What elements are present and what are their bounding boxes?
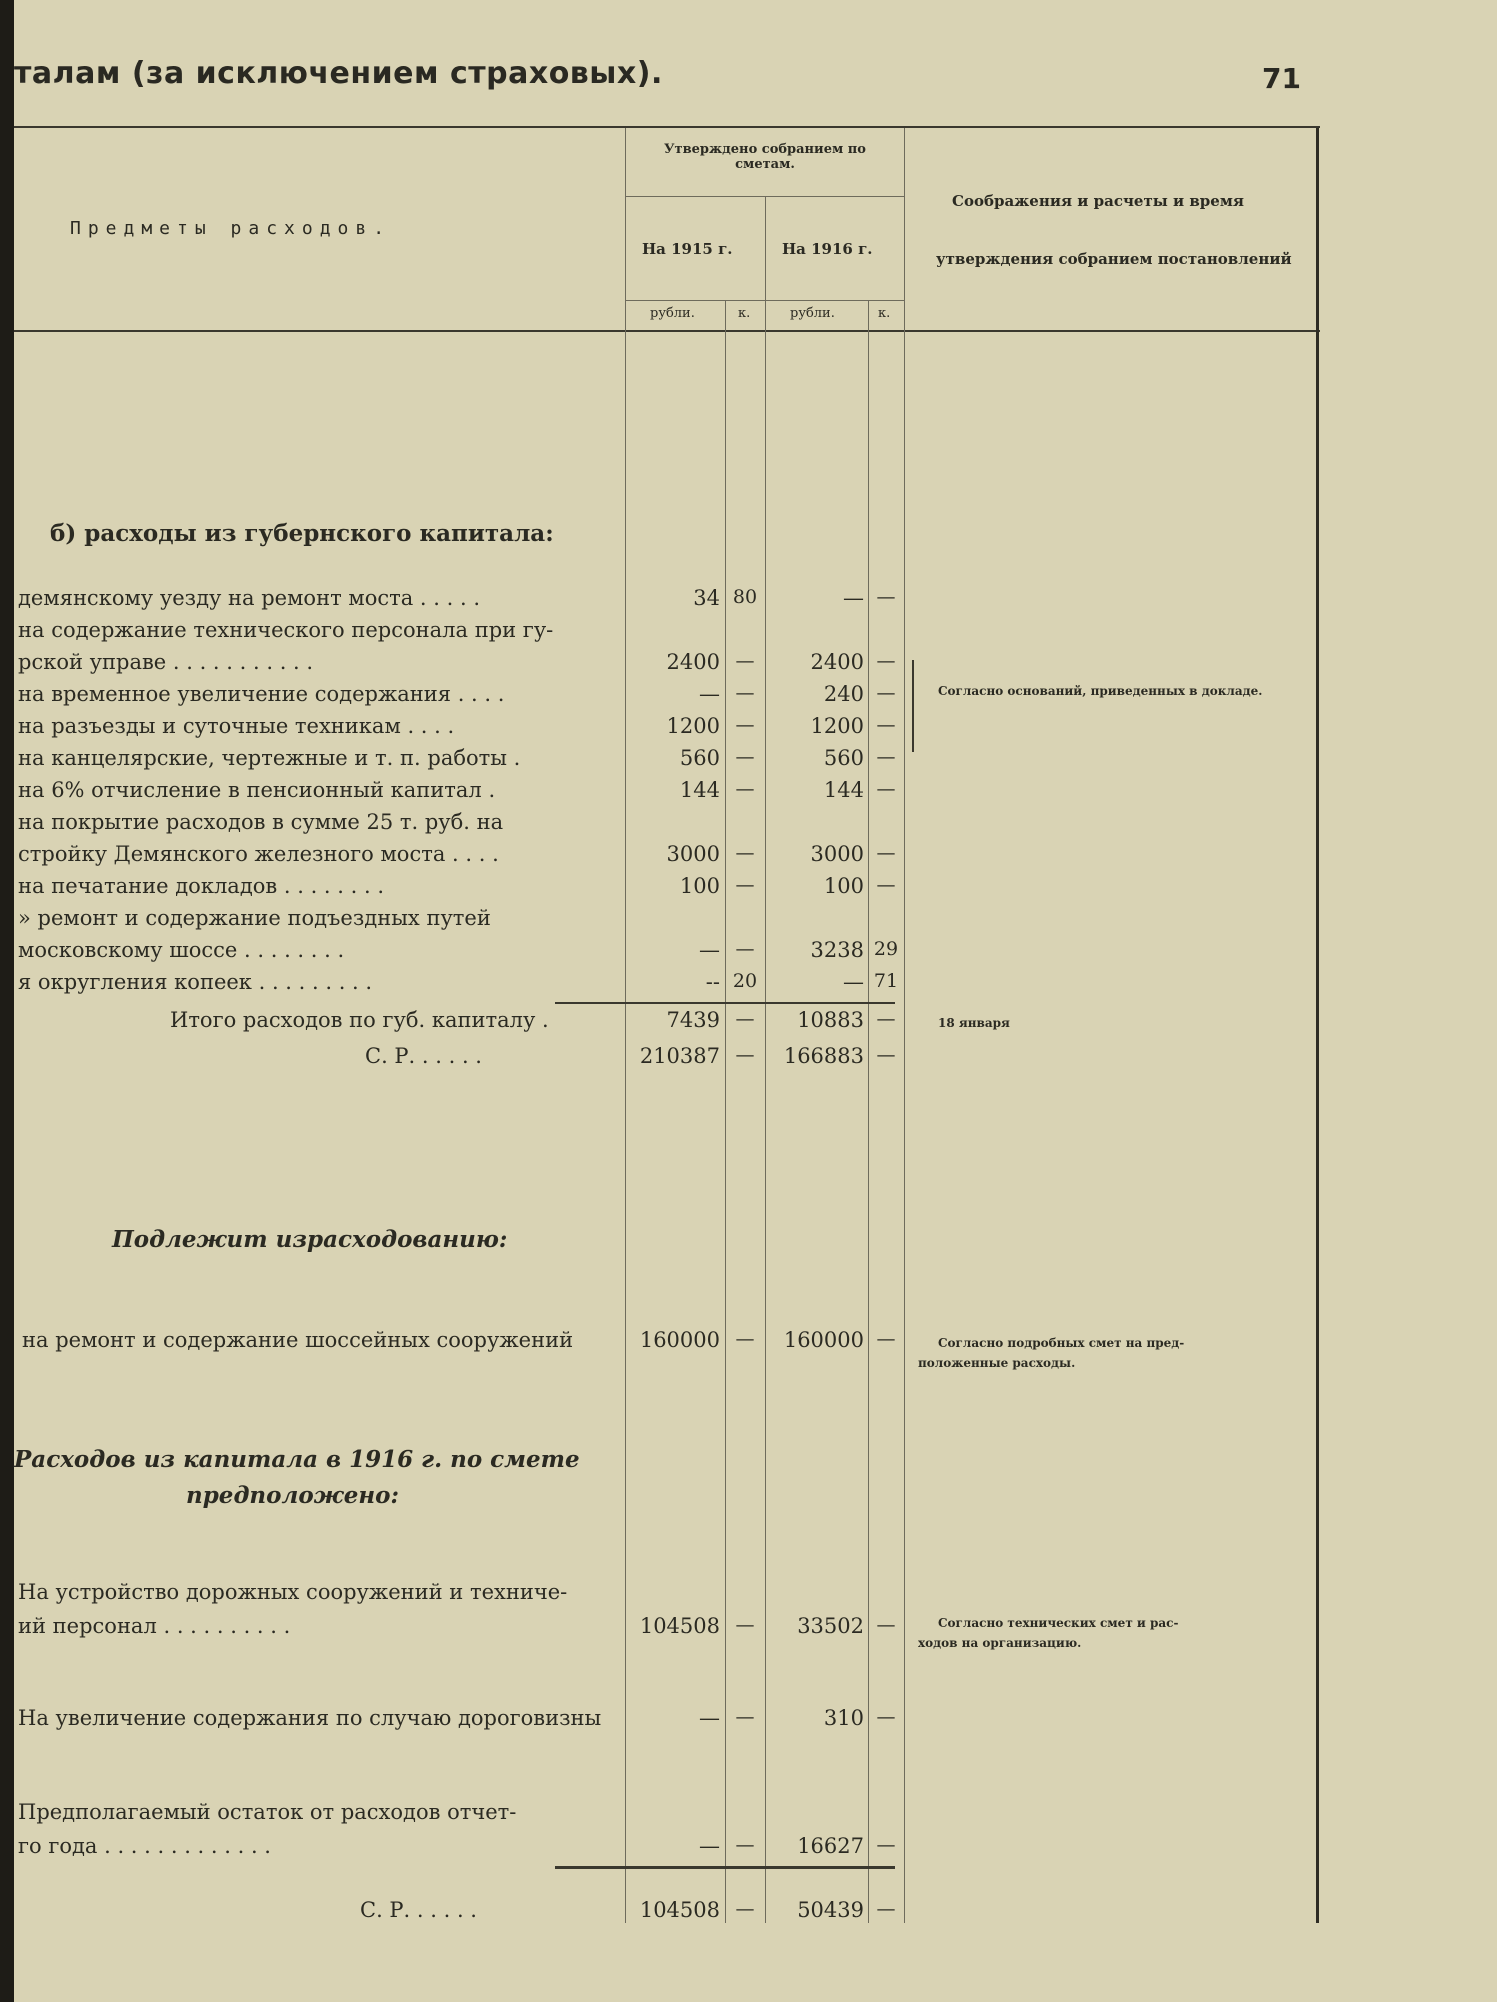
capital-sr-1915-kop: — xyxy=(735,1898,755,1920)
header-year-1916: На 1916 г. xyxy=(782,240,873,258)
cell-1915-rub: — xyxy=(699,938,720,962)
table-row-label: я округления копеек . . . . . . . . . xyxy=(18,970,373,994)
spend-row-label: на ремонт и содержание шоссейных сооружений xyxy=(22,1328,574,1352)
capital-total-rule xyxy=(555,1866,895,1869)
header-kop-1915: к. xyxy=(738,306,751,321)
cell-1916-kop: 29 xyxy=(873,938,899,960)
capital-row3-line1: Предполагаемый остаток от расходов отчет- xyxy=(18,1800,517,1824)
header-rub-1916: рубли. xyxy=(790,306,835,321)
cell-1915-kop: — xyxy=(735,874,755,896)
table-row-label: на 6% отчисление в пенсионный капитал . xyxy=(18,778,496,802)
cell-1915-rub: 560 xyxy=(679,746,720,770)
total-1916: 10883 xyxy=(797,1008,864,1032)
header-remarks-line2: утверждения собранием постановлений xyxy=(936,250,1292,268)
table-row-label: на печатание докладов . . . . . . . . xyxy=(18,874,385,898)
table-row-label: на покрытие расходов в сумме 25 т. руб. на xyxy=(18,810,504,834)
cell-1916-rub: — xyxy=(843,586,864,610)
capital-sr-label: С. Р. . . . . . xyxy=(360,1898,477,1922)
capital-row2-label: На увеличение содержания по случаю дороговизны xyxy=(18,1706,602,1730)
header-sub-rule xyxy=(625,196,905,197)
sr-1916-kop: — xyxy=(876,1044,896,1066)
cell-1915-kop: — xyxy=(735,682,755,704)
sr-label: С. Р. . . . . . xyxy=(365,1044,482,1068)
cell-1916-kop: 71 xyxy=(873,970,899,992)
spend-note-line1: Согласно подробных смет на пред- xyxy=(938,1336,1185,1350)
table-row-label: на разъезды и суточные техникам . . . . xyxy=(18,714,455,738)
page-number: 71 xyxy=(1262,62,1301,95)
capital-row1-1916: 33502 xyxy=(797,1614,864,1638)
table-top-rule xyxy=(14,126,1320,128)
table-row-label: демянскому уезду на ремонт моста . . . . . xyxy=(18,586,480,610)
cell-1915-kop: — xyxy=(735,842,755,864)
capital-row2-1916-kop: — xyxy=(876,1706,896,1728)
capital-row3-1916-kop: — xyxy=(876,1834,896,1856)
cell-1915-rub: 1200 xyxy=(666,714,720,738)
col-divider-1916-kop xyxy=(868,300,869,1923)
total-rule xyxy=(555,1002,895,1004)
cell-1915-rub: -- xyxy=(705,970,720,994)
capital-row3-1915-kop: — xyxy=(735,1834,755,1856)
cell-1915-kop: 20 xyxy=(732,970,758,992)
cell-1916-rub: 240 xyxy=(823,682,864,706)
sr-1915: 210387 xyxy=(639,1044,720,1068)
cell-1916-kop: — xyxy=(876,714,896,736)
capital-row1-line1: На устройство дорожных сооружений и техниче- xyxy=(18,1580,568,1604)
cell-1916-kop: — xyxy=(876,650,896,672)
cell-1916-rub: 144 xyxy=(823,778,864,802)
header-year-1915: На 1915 г. xyxy=(642,240,733,258)
capital-row1-1915: 104508 xyxy=(639,1614,720,1638)
section-capital-title-line1: Расходов из капитала в 1916 г. по смете xyxy=(14,1446,580,1473)
cell-1916-rub: 2400 xyxy=(810,650,864,674)
capital-row2-1916: 310 xyxy=(823,1706,864,1730)
cell-1915-kop: — xyxy=(735,746,755,768)
sr-1915-kop: — xyxy=(735,1044,755,1066)
cell-1916-rub: 1200 xyxy=(810,714,864,738)
spend-1915: 160000 xyxy=(639,1328,720,1352)
capital-row2-1915: — xyxy=(699,1706,720,1730)
capital-row1-note-line2: ходов на организацию. xyxy=(918,1636,1082,1650)
table-row-label: московскому шоссе . . . . . . . . xyxy=(18,938,345,962)
cell-1915-rub: — xyxy=(699,682,720,706)
cell-1915-kop: — xyxy=(735,778,755,800)
cell-1915-rub: 34 xyxy=(693,586,720,610)
cell-1916-rub: 3000 xyxy=(810,842,864,866)
header-kop-1916: к. xyxy=(878,306,891,321)
capital-row2-1915-kop: — xyxy=(735,1706,755,1728)
capital-row1-line2: ий персонал . . . . . . . . . . xyxy=(18,1614,291,1638)
table-row-label: на канцелярские, чертежные и т. п. работы . xyxy=(18,746,521,770)
capital-row3-1915: — xyxy=(699,1834,720,1858)
cell-1916-rub: 3238 xyxy=(810,938,864,962)
header-subjects: Предметы расходов. xyxy=(70,218,392,239)
cell-1916-kop: — xyxy=(876,842,896,864)
header-bottom-rule xyxy=(14,330,1320,332)
cell-1915-kop: — xyxy=(735,650,755,672)
spend-1916: 160000 xyxy=(783,1328,864,1352)
spend-1916-kop: — xyxy=(876,1328,896,1350)
header-rub-1915: рубли. xyxy=(650,306,695,321)
cell-1915-kop: — xyxy=(735,714,755,736)
table-row-label: на содержание технического персонала при гу- xyxy=(18,618,554,642)
header-approved: Утверждено собранием по сметам. xyxy=(664,142,866,172)
cell-1915-rub: 2400 xyxy=(666,650,720,674)
header-remarks-line1: Соображения и расчеты и время xyxy=(952,192,1244,210)
capital-row1-note-line1: Согласно технических смет и рас- xyxy=(938,1616,1179,1630)
cell-1916-rub: 100 xyxy=(823,874,864,898)
date-note: 18 января xyxy=(938,1016,1010,1030)
cell-1916-kop: — xyxy=(876,586,896,608)
capital-sr-1916-kop: — xyxy=(876,1898,896,1920)
capital-sr-1915: 104508 xyxy=(639,1898,720,1922)
cell-1916-kop: — xyxy=(876,778,896,800)
capital-row3-line2: го года . . . . . . . . . . . . . xyxy=(18,1834,271,1858)
spend-1915-kop: — xyxy=(735,1328,755,1350)
total-1916-kop: — xyxy=(876,1008,896,1030)
section-b-title: б) расходы из губернского капитала: xyxy=(50,520,554,547)
running-title: талам (за исключением страховых). xyxy=(14,56,663,91)
col-divider-1915-kop xyxy=(725,300,726,1923)
sr-1916: 166883 xyxy=(783,1044,864,1068)
cell-1916-rub: 560 xyxy=(823,746,864,770)
cell-1915-rub: 144 xyxy=(679,778,720,802)
table-row-label: рской управе . . . . . . . . . . . xyxy=(18,650,314,674)
header-unit-rule xyxy=(625,300,905,301)
total-1915-kop: — xyxy=(735,1008,755,1030)
cell-1916-rub: — xyxy=(843,970,864,994)
book-spine-shadow xyxy=(0,0,14,2002)
cell-1915-kop: 80 xyxy=(732,586,758,608)
table-row-label: » ремонт и содержание подъездных путей xyxy=(18,906,491,930)
note-bracket xyxy=(912,660,920,752)
cell-1915-kop: — xyxy=(735,938,755,960)
cell-1916-kop: — xyxy=(876,746,896,768)
spend-note-line2: положенные расходы. xyxy=(918,1356,1076,1370)
section-spend-title: Подлежит израсходованию: xyxy=(112,1226,508,1253)
section-capital-title-line2: предположено: xyxy=(186,1482,399,1509)
cell-1916-kop: — xyxy=(876,874,896,896)
section-b-note: Согласно оснований, приведенных в докладе. xyxy=(938,684,1263,698)
total-label: Итого расходов по губ. капиталу . xyxy=(170,1008,549,1032)
capital-sr-1916: 50439 xyxy=(797,1898,864,1922)
table-right-rule xyxy=(1316,128,1319,1923)
table-row-label: на временное увеличение содержания . . . . xyxy=(18,682,505,706)
cell-1915-rub: 3000 xyxy=(666,842,720,866)
total-1915: 7439 xyxy=(666,1008,720,1032)
table-row-label: стройку Демянского железного моста . . . . xyxy=(18,842,499,866)
capital-row3-1916: 16627 xyxy=(797,1834,864,1858)
capital-row1-1915-kop: — xyxy=(735,1614,755,1636)
capital-row1-1916-kop: — xyxy=(876,1614,896,1636)
cell-1916-kop: — xyxy=(876,682,896,704)
cell-1915-rub: 100 xyxy=(679,874,720,898)
